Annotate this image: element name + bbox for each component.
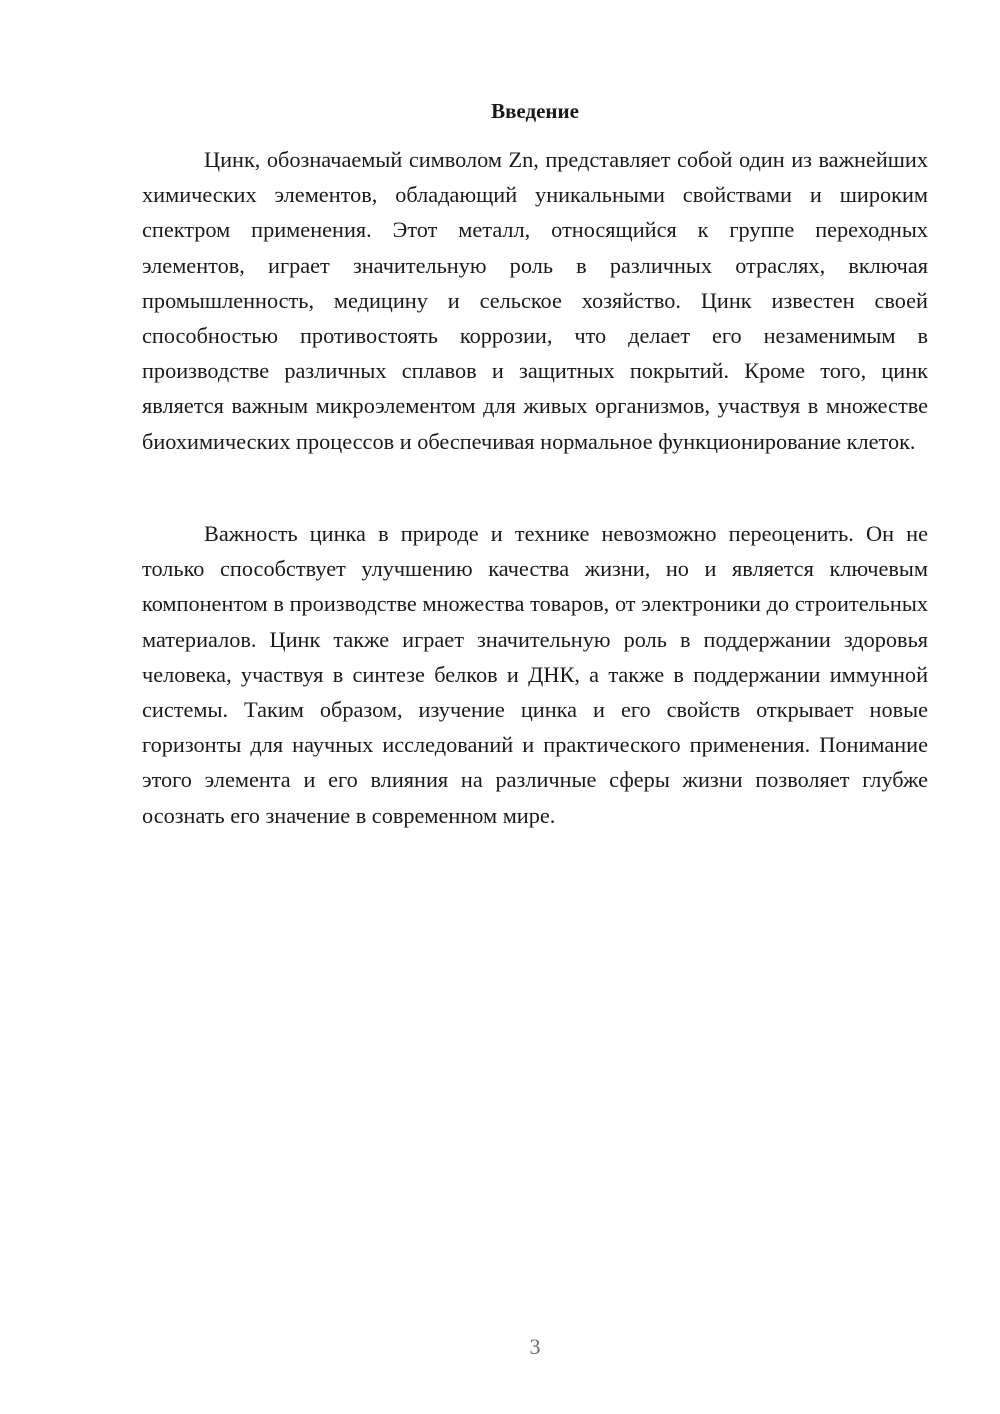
section-heading: Введение bbox=[491, 99, 579, 123]
page-number: 3 bbox=[529, 1334, 541, 1359]
paragraph-intro-zinc: Цинк, обозначаемый символом Zn, представляет собой один из важнейших химических элементов, обладающий уникальными свойствами и широким спектром применения. Этот металл, относящийся к группе переходных элементов, играет значительную роль в различных отраслях, включая промышленность, медицину и сельское хозяйство. Цинк известен своей способностью противостоять коррозии, что делает его незаменимым в производстве различных сплавов и защитных покрытий. Кроме того, цинк является важным микроэлементом для живых организмов, участвуя в множестве биохимических процессов и обеспечивая нормальное функционирование клеток. bbox=[142, 147, 928, 454]
paragraph-importance-zinc: Важность цинка в природе и технике невозможно переоценить. Он не только способствует улучшению качества жизни, но и является ключевым компонентом в производстве множества товаров, от электроники до строительных материалов. Цинк также играет значительную роль в поддержании здоровья человека, участвуя в синтезе белков и ДНК, а также в поддержании иммунной системы. Таким образом, изучение цинка и его свойств открывает новые горизонты для научных исследований и практического применения. Понимание этого элемента и его влияния на различные сферы жизни позволяет глубже осознать его значение в современном мире. bbox=[142, 521, 928, 828]
